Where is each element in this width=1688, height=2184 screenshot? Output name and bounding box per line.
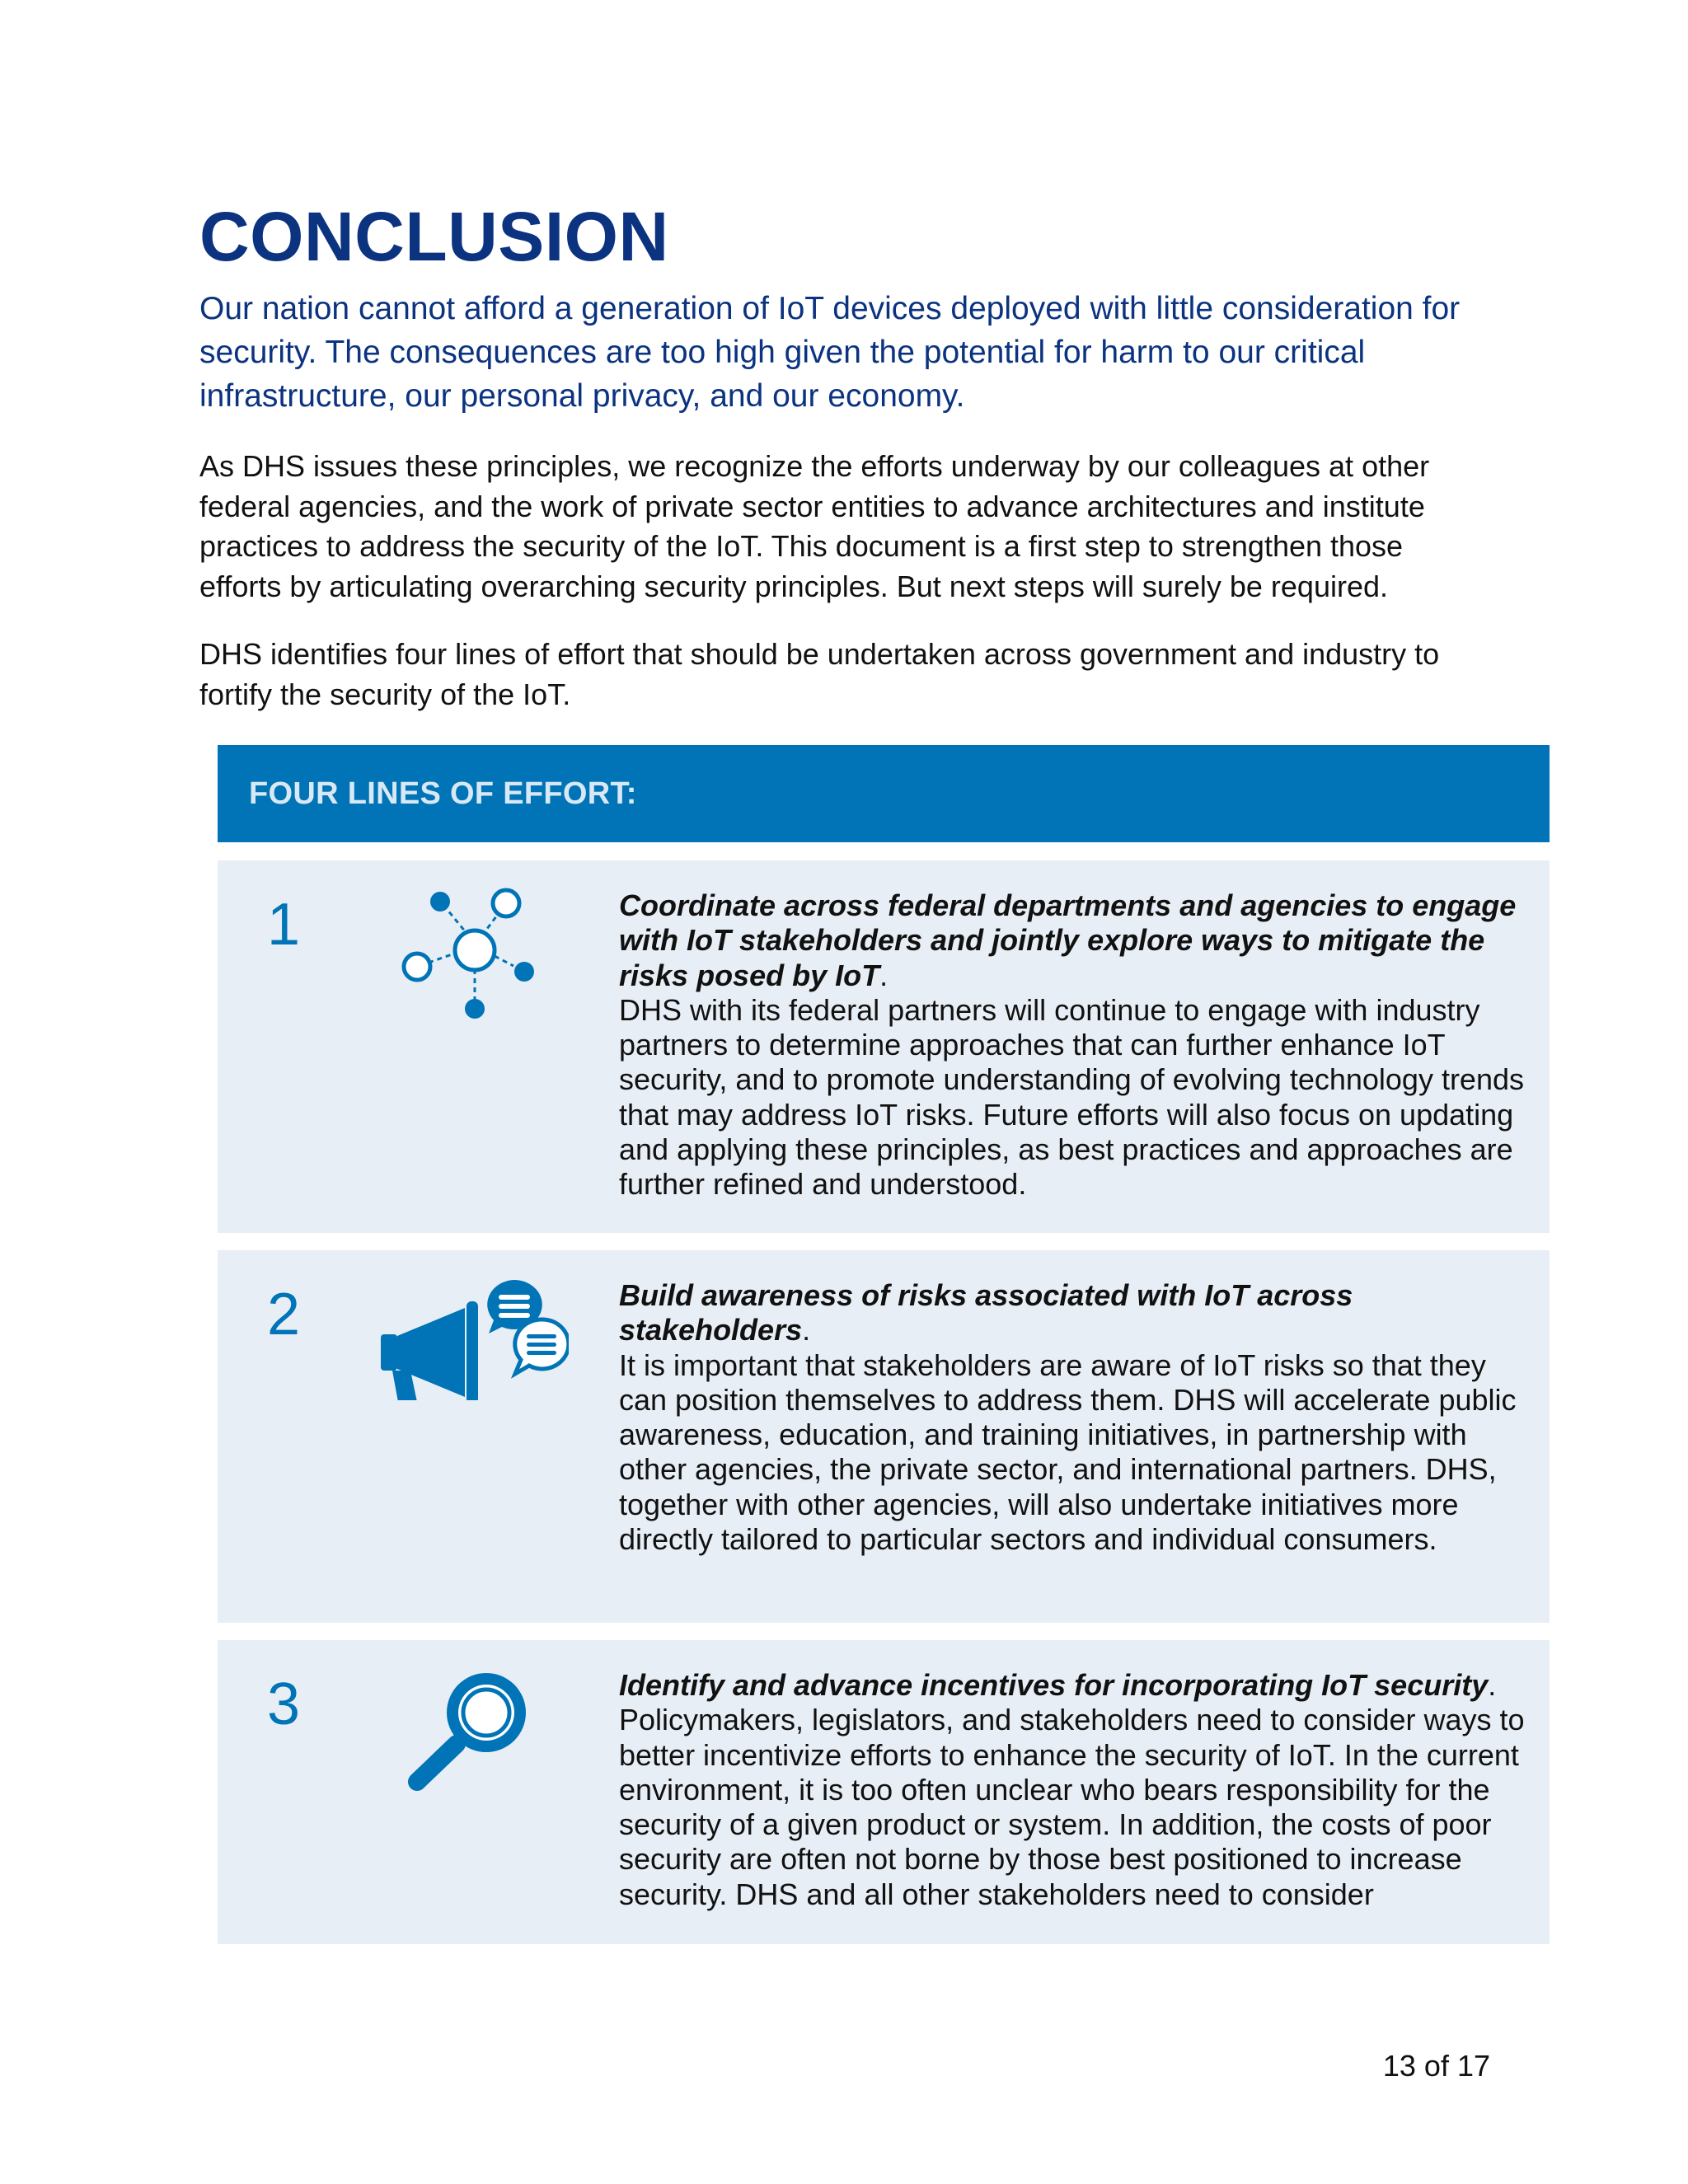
effort-body: It is important that stakeholders are aware of IoT risks so that they can position themselves to address them. DHS will accelerate public awareness, education, and training initiatives, in partnership with other agencies, the private sector, and international partners. DHS, together with other agencies, will also undertake initiatives more directly tailored to particular sectors and individual consumers.: [619, 1347, 1517, 1557]
effort-item: [218, 1640, 1550, 1944]
effort-number: 2: [267, 1282, 301, 1347]
effort-title: Identify and advance incentives for incorporating IoT security: [619, 1668, 1489, 1702]
body-paragraph: DHS identifies four lines of effort that should be undertaken across government and industry to fortify the security of the IoT.: [199, 637, 1440, 711]
effort-item: [218, 1250, 1550, 1623]
body-paragraph: As DHS issues these principles, we recognize the efforts underway by our colleagues at other federal agencies, and the work of private sector entities to advance architectures and institute practices to address the security of the IoT. This document is a first step to strengthen those efforts by articulating overarching security principles. But next steps will surely be required.: [199, 449, 1430, 603]
effort-text: Coordinate across federal departments and agencies to engage with IoT stakeholders and jointly explore ways to mitigate the risks posed by IoT. DHS with its federal partners will continue to engage with industry partners to determine approaches that can further enhance IoT security, and to promote understanding of evolving technology trends that may address IoT risks. Future efforts will also focus on updating and applying these principles, as best practices and approaches are further refined and understood.: [619, 888, 1524, 1202]
efforts-header: [218, 745, 1550, 842]
effort-text: Build awareness of risks associated with IoT across stakeholders. It is important that stakeholders are aware of IoT risks so that they can position themselves to address them. DHS will accelerate public awareness, education, and training initiatives, in partnership with other agencies, the private sector, and international partners. DHS, together with other agencies, will also undertake initiatives more directly tailored to particular sectors and individual consumers.: [619, 1278, 1517, 1557]
page-title: CONCLUSION: [199, 198, 669, 275]
effort-text: Identify and advance incentives for incorporating IoT security. Policymakers, legislators, and stakeholders need to consider ways to better incentivize efforts to enhance the security of IoT. In the current environment, it is too often unclear who bears responsibility for the security of a given product or system. In addition, the costs of poor security are often not borne by those best positioned to increase security. DHS and all other stakeholders need to consider: [619, 1668, 1525, 1911]
effort-title: Coordinate across federal departments and agencies to engage with IoT stakeholders and jointly explore ways to mitigate the risks posed by IoT: [619, 888, 1517, 992]
effort-item: [218, 860, 1550, 1233]
network-nodes-icon: [396, 887, 560, 1027]
effort-number: 3: [267, 1671, 301, 1737]
effort-body: Policymakers, legislators, and stakeholders need to consider ways to better incentivize efforts to enhance the security of IoT. In the current environment, it is too often unclear who bears responsibility for the security of a given product or system. In addition, the costs of poor security are often not borne by those best positioned to increase security. DHS and all other stakeholders need to consider: [619, 1703, 1525, 1911]
effort-body: DHS with its federal partners will continue to engage with industry partners to determine approaches that can further enhance IoT security, and to promote understanding of evolving technology trends that may address IoT risks. Future efforts will also focus on updating and applying these principles, as best practices and approaches are further refined and understood.: [619, 992, 1524, 1202]
efforts-header-label: FOUR LINES OF EFFORT:: [249, 776, 637, 811]
intro-text: Our nation cannot afford a generation of IoT devices deployed with little consideration for security. The consequences are too high given the potential for harm to our critical infrastructure, our personal privacy, and our economy.: [199, 291, 1461, 414]
effort-number: 1: [267, 892, 301, 958]
magnifying-glass-icon: [404, 1668, 544, 1792]
page-number: 13 of 17: [1382, 2049, 1490, 2083]
megaphone-speech-icon: [379, 1277, 569, 1400]
effort-title: Build awareness of risks associated with IoT across stakeholders: [619, 1278, 1353, 1347]
